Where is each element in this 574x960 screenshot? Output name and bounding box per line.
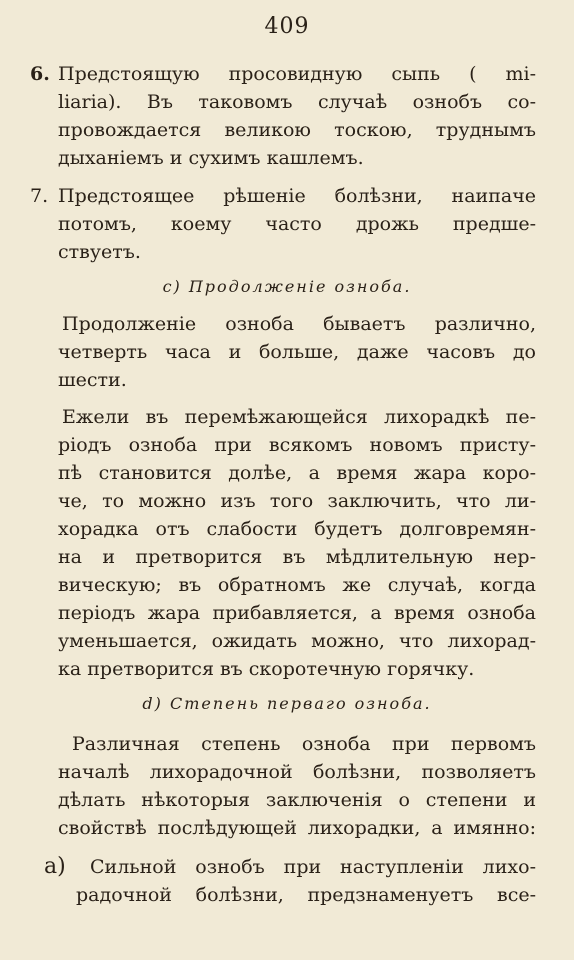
item-number: 6. xyxy=(30,63,50,85)
text-line: свойствѣ послѣдующей лихорадки, а имянно: xyxy=(58,817,536,839)
item-number: 7. xyxy=(30,185,49,207)
section-heading-c: c) Продолженіе озноба. xyxy=(162,277,412,296)
text-line: Различная степень озноба при первомъ xyxy=(72,733,536,755)
text-line: ка претворится въ скоротечную горячку. xyxy=(58,658,475,680)
text-line: Ежели въ перемѣжающейся лихорадкѣ пе- xyxy=(62,406,536,428)
text-line: 7. Предстоящее рѣшеніе болѣзни, наипаче xyxy=(30,185,536,207)
text-line: a) Сильной ознобъ при наступленіи лихо- xyxy=(44,854,536,879)
text-line: хорадка отъ слабости будетъ долговремян- xyxy=(58,518,536,540)
text-line: началѣ лихорадочной болѣзни, позволяетъ xyxy=(58,761,536,783)
page-number: 409 xyxy=(264,14,310,39)
text-line: дыханіемъ и сухимъ кашлемъ. xyxy=(58,147,364,169)
text-line: вическую; въ обратномъ же случаѣ, когда xyxy=(58,574,536,596)
text-line: дѣлать нѣкоторыя заключенія о степени и xyxy=(58,789,536,811)
text-line: уменьшается, ожидать можно, что лихорад- xyxy=(58,630,536,652)
text-line: періодъ жара прибавляется, а время озноба xyxy=(58,602,536,624)
text-line: шести. xyxy=(58,369,127,391)
text-line: радочной болѣзни, предзнаменуетъ все- xyxy=(76,884,536,906)
item-number: a) xyxy=(44,854,66,879)
text-line: liaria). Въ таковомъ случаѣ ознобъ со- xyxy=(58,91,536,113)
section-heading-d: d) Степень перваго озноба. xyxy=(142,694,432,713)
text-line: 6. Предстоящую просовидную сыпь ( mi- xyxy=(30,63,536,85)
text-line: потомъ, коему часто дрожь предше- xyxy=(58,213,536,235)
text-line: на и претворится въ мѣдлительную нер- xyxy=(58,546,536,568)
text-line: че, то можно изъ того заключить, что ли- xyxy=(58,490,536,512)
text-line: ріодъ озноба при всякомъ новомъ присту- xyxy=(58,434,536,456)
text-line: пѣ становится долѣе, а время жара коро- xyxy=(58,462,536,484)
text-line: ствуетъ. xyxy=(58,241,141,263)
text-line: четверть часа и больше, даже часовъ до xyxy=(58,341,536,363)
text-line: провождается великою тоскою, труднымъ xyxy=(58,119,536,141)
text-line: Продолженіе озноба бываетъ различно, xyxy=(62,313,536,335)
